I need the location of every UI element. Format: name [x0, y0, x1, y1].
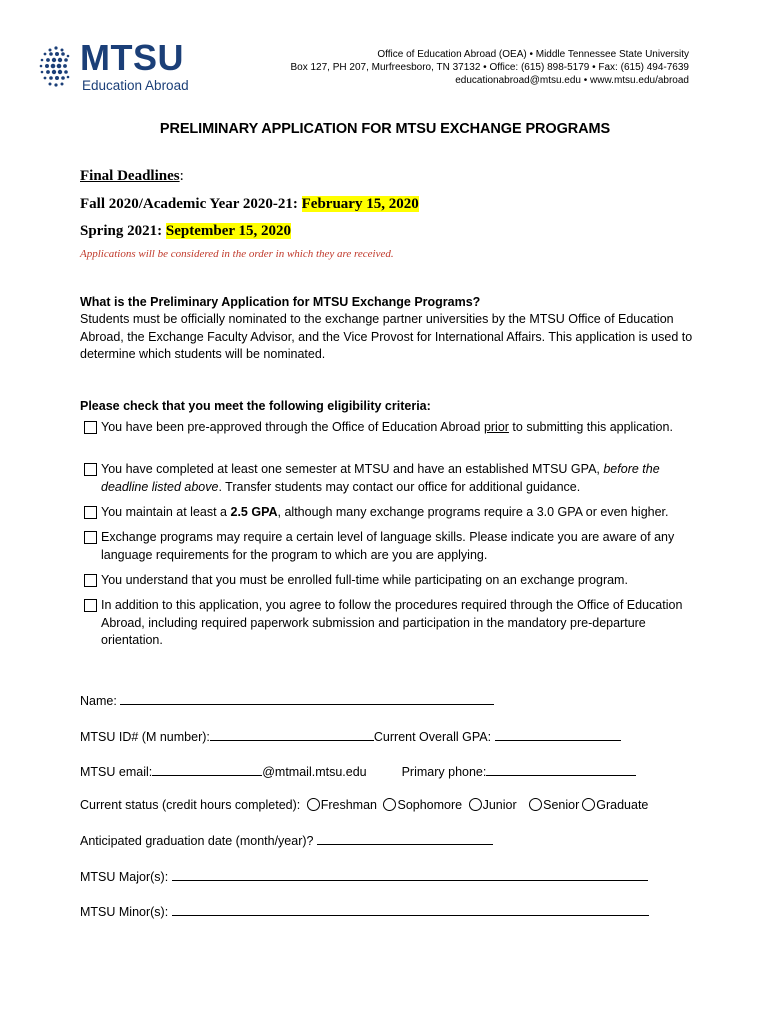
page-title: PRELIMINARY APPLICATION FOR MTSU EXCHANGE PROGRAMS [159, 121, 611, 137]
grad-date-label: Anticipated graduation date (month/year)? [80, 834, 314, 848]
criterion-language-checkbox[interactable] [84, 531, 97, 544]
criterion-language-text: Exchange programs may require a certain level of language skills. Please indicate you are aware of any language requirements for the program to which are you are applying. [101, 530, 675, 562]
intro-question: What is the Preliminary Application for MTSU Exchange Programs? [80, 295, 481, 309]
criteria-heading: Please check that you meet the following eligibility criteria: [80, 399, 431, 413]
header-address-line: Box 127, PH 207, Murfreesboro, TN 37132 • Office: (615) 898-5179 • Fax: (615) 494-7639 [290, 62, 689, 73]
criterion-preapproved-checkbox[interactable] [84, 421, 97, 434]
criterion-semester [84, 461, 684, 496]
major-row [80, 868, 648, 885]
email-domain: @mtmail.mtsu.edu [262, 765, 367, 779]
criterion-preapproved-text: You have been pre-approved through the Office of Education Abroad prior to submitting this application. [101, 420, 673, 434]
status-senior-label: Senior [543, 798, 580, 812]
criterion-gpa-text: You maintain at least a 2.5 GPA, although many exchange programs require a 3.0 GPA or even higher. [101, 505, 669, 519]
name-row [80, 692, 494, 709]
deadlines-heading-text: Final Deadlines [80, 168, 180, 184]
phone-label: Primary phone: [401, 765, 487, 779]
criterion-semester-checkbox[interactable] [84, 463, 97, 476]
name-field[interactable] [120, 692, 494, 705]
status-senior-radio[interactable] [529, 798, 542, 811]
criterion-gpa [84, 504, 684, 522]
logo-wordmark: MTSU [80, 37, 184, 78]
mtsu-id-label: MTSU ID# (M number): [80, 730, 210, 744]
status-label: Current status (credit hours completed): [80, 798, 301, 812]
logo-subtitle: Education Abroad [82, 78, 189, 93]
gpa-field[interactable] [495, 728, 621, 741]
deadlines-heading-colon: : [179, 168, 184, 184]
id-gpa-row [80, 728, 621, 745]
email-label: MTSU email: [80, 765, 153, 779]
criterion-procedures [84, 597, 684, 650]
minor-field[interactable] [172, 903, 649, 916]
criterion-preapproved [84, 419, 684, 437]
criterion-fulltime-checkbox[interactable] [84, 574, 97, 587]
criterion-language [84, 529, 684, 564]
minor-label: MTSU Minor(s): [80, 905, 169, 919]
fall-deadline-label: Fall 2020/Academic Year 2020-21: [80, 196, 302, 212]
spring-deadline [80, 223, 291, 240]
intro-body: Students must be officially nominated to the exchange partner universities by the MTSU Office of Education Abroad, the Exchange Faculty Advisor, and the Vice Provost for International Affairs. This application is used to determine which students will be nominated. [80, 312, 693, 361]
major-label: MTSU Major(s): [80, 870, 169, 884]
criterion-procedures-checkbox[interactable] [84, 599, 97, 612]
header-office-line: Office of Education Abroad (OEA) • Middle Tennessee State University [377, 49, 689, 60]
criterion-fulltime [84, 572, 684, 590]
spring-deadline-date: September 15, 2020 [165, 223, 291, 239]
name-label: Name: [80, 694, 117, 708]
spring-deadline-label: Spring 2021: [80, 223, 166, 239]
status-junior-label: Junior [482, 798, 517, 812]
email-phone-row [80, 763, 636, 780]
deadlines-note: Applications will be considered in the order in which they are received. [80, 248, 394, 260]
phone-field[interactable] [486, 763, 636, 776]
mtsu-globe-logo-icon [38, 44, 74, 90]
criterion-gpa-checkbox[interactable] [84, 506, 97, 519]
status-freshman-radio[interactable] [307, 798, 320, 811]
criterion-procedures-text: In addition to this application, you agree to follow the procedures required through the Office of Education Abroad, including required paperwork submission and participation in the mandatory pre-departure orientation. [101, 598, 683, 647]
deadlines-heading [80, 168, 184, 185]
mtsu-id-field[interactable] [210, 728, 374, 741]
fall-deadline-date: February 15, 2020 [301, 196, 419, 212]
grad-date-field[interactable] [317, 832, 493, 845]
status-sophomore-label: Sophomore [397, 798, 463, 812]
status-graduate-radio[interactable] [582, 798, 595, 811]
grad-date-row [80, 832, 493, 849]
header-contact-line: educationabroad@mtsu.edu • www.mtsu.edu/abroad [455, 75, 689, 86]
email-field[interactable] [152, 763, 262, 776]
status-graduate-label: Graduate [596, 798, 649, 812]
status-freshman-label: Freshman [320, 798, 377, 812]
criterion-semester-text: You have completed at least one semester at MTSU and have an established MTSU GPA, before the deadline listed above. Transfer students may contact our office for additional guidance. [101, 462, 660, 494]
minor-row [80, 903, 649, 920]
gpa-label: Current Overall GPA: [373, 730, 492, 744]
status-row [80, 797, 648, 813]
status-junior-radio[interactable] [469, 798, 482, 811]
fall-deadline [80, 196, 419, 213]
major-field[interactable] [172, 868, 648, 881]
status-sophomore-radio[interactable] [383, 798, 396, 811]
criterion-fulltime-text: You understand that you must be enrolled full-time while participating on an exchange program. [101, 573, 628, 587]
